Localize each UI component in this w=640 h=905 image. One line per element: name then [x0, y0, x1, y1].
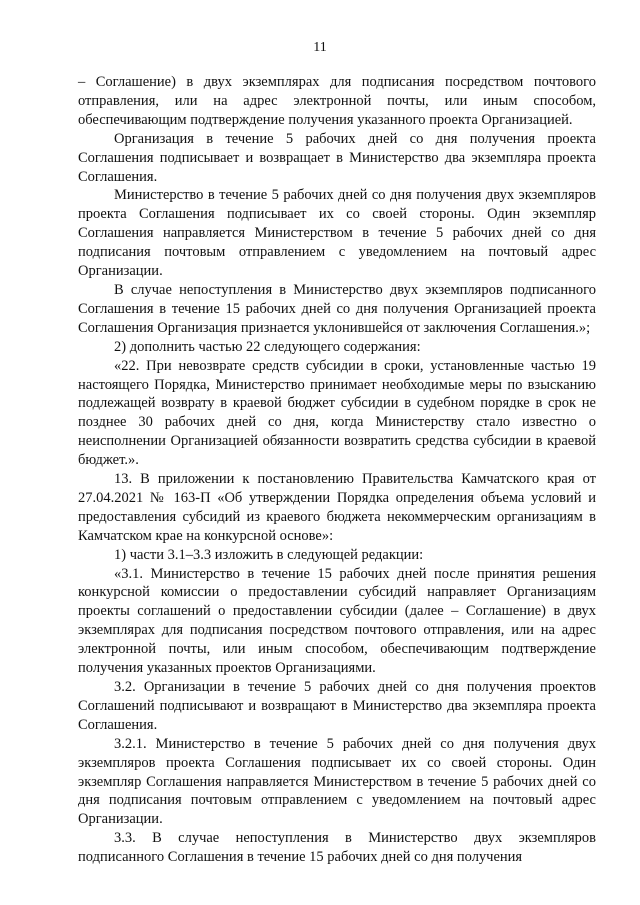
paragraph-part-22: «22. При невозврате средств субсидии в сроки, установленные частью 19 настоящего Порядка, Министерство принимает необходимые меры по взысканию подлежащей возврату в краевой бюджет субсидии в судебном порядке в срок не позднее 30 рабочих дней со дня, когда Министерству стало известно о неисполнении Организацией обязанности возвратить средства субсидии в краевой бюджет.».: [78, 357, 596, 469]
paragraph-3-1: «3.1. Министерство в течение 15 рабочих дней после принятия решения конкурсной комиссии о предоставлении субсидий направляет Организациям проекты соглашений о предоставлении субсидии (далее – Соглашение) в двух экземплярах для подписания посредством почтового отправления, или на адрес электронной почты, или иным способом, обеспечивающим подтверждение получения указанных проектов Организациями.: [78, 565, 596, 677]
paragraph-3-2: 3.2. Организации в течение 5 рабочих дней со дня получения проектов Соглашений подписывают и возвращают в Министерство два экземпляра проекта Соглашения.: [78, 679, 596, 733]
paragraph-non-receipt: В случае непоступления в Министерство двух экземпляров подписанного Соглашения в течение 15 рабочих дней со дня получения Организацией проекта Соглашения Организация признается уклонившейся от заключения Соглашения.»;: [78, 281, 596, 336]
paragraph-3-3: 3.3. В случае непоступления в Министерство двух экземпляров подписанного Соглашения в течение 15 рабочих дней со дня получения: [78, 830, 596, 866]
paragraph-continuation: – Соглашение) в двух экземплярах для подписания посредством почтового отправления, или на адрес электронной почты, или иным способом, обеспечивающим подтверждение получения указанного проекта Организацией.: [78, 74, 596, 128]
paragraph-item-13: 13. В приложении к постановлению Правительства Камчатского края от 27.04.2021 № 163-П «Об утверждении Порядка определения объема условий и предоставления субсидий из краевого бюджета некоммерческим организациям в Камчатском крае на конкурсной основе»:: [78, 471, 596, 544]
paragraph-organization-signs: Организация в течение 5 рабочих дней со дня получения проекта Соглашения подписывает и возвращает в Министерство два экземпляра проекта Соглашения.: [78, 130, 596, 185]
paragraph-subitem-1: 1) части 3.1–3.3 изложить в следующей редакции:: [114, 546, 424, 563]
paragraph-ministry-signs: Министерство в течение 5 рабочих дней со дня получения двух экземпляров проекта Соглашения подписывает их со своей стороны. Один экземпляр Соглашения направляется Министерством в течение 5 рабочих дней со дня подписания почтовым отправлением с уведомлением на почтовый адрес Организации.: [78, 187, 596, 280]
document-body: [78, 73, 596, 867]
page-number: 11: [313, 40, 327, 55]
paragraph-add-part-22: 2) дополнить частью 22 следующего содержания:: [114, 338, 421, 355]
paragraph-3-2-1: 3.2.1. Министерство в течение 5 рабочих дней со дня получения двух экземпляров проекта Соглашения подписывает их со своей стороны. Один экземпляр Соглашения направляется Министерством в течение 5 рабочих дней со дня подписания почтовым отправлением с уведомлением на почтовый адрес Организации.: [78, 735, 596, 828]
